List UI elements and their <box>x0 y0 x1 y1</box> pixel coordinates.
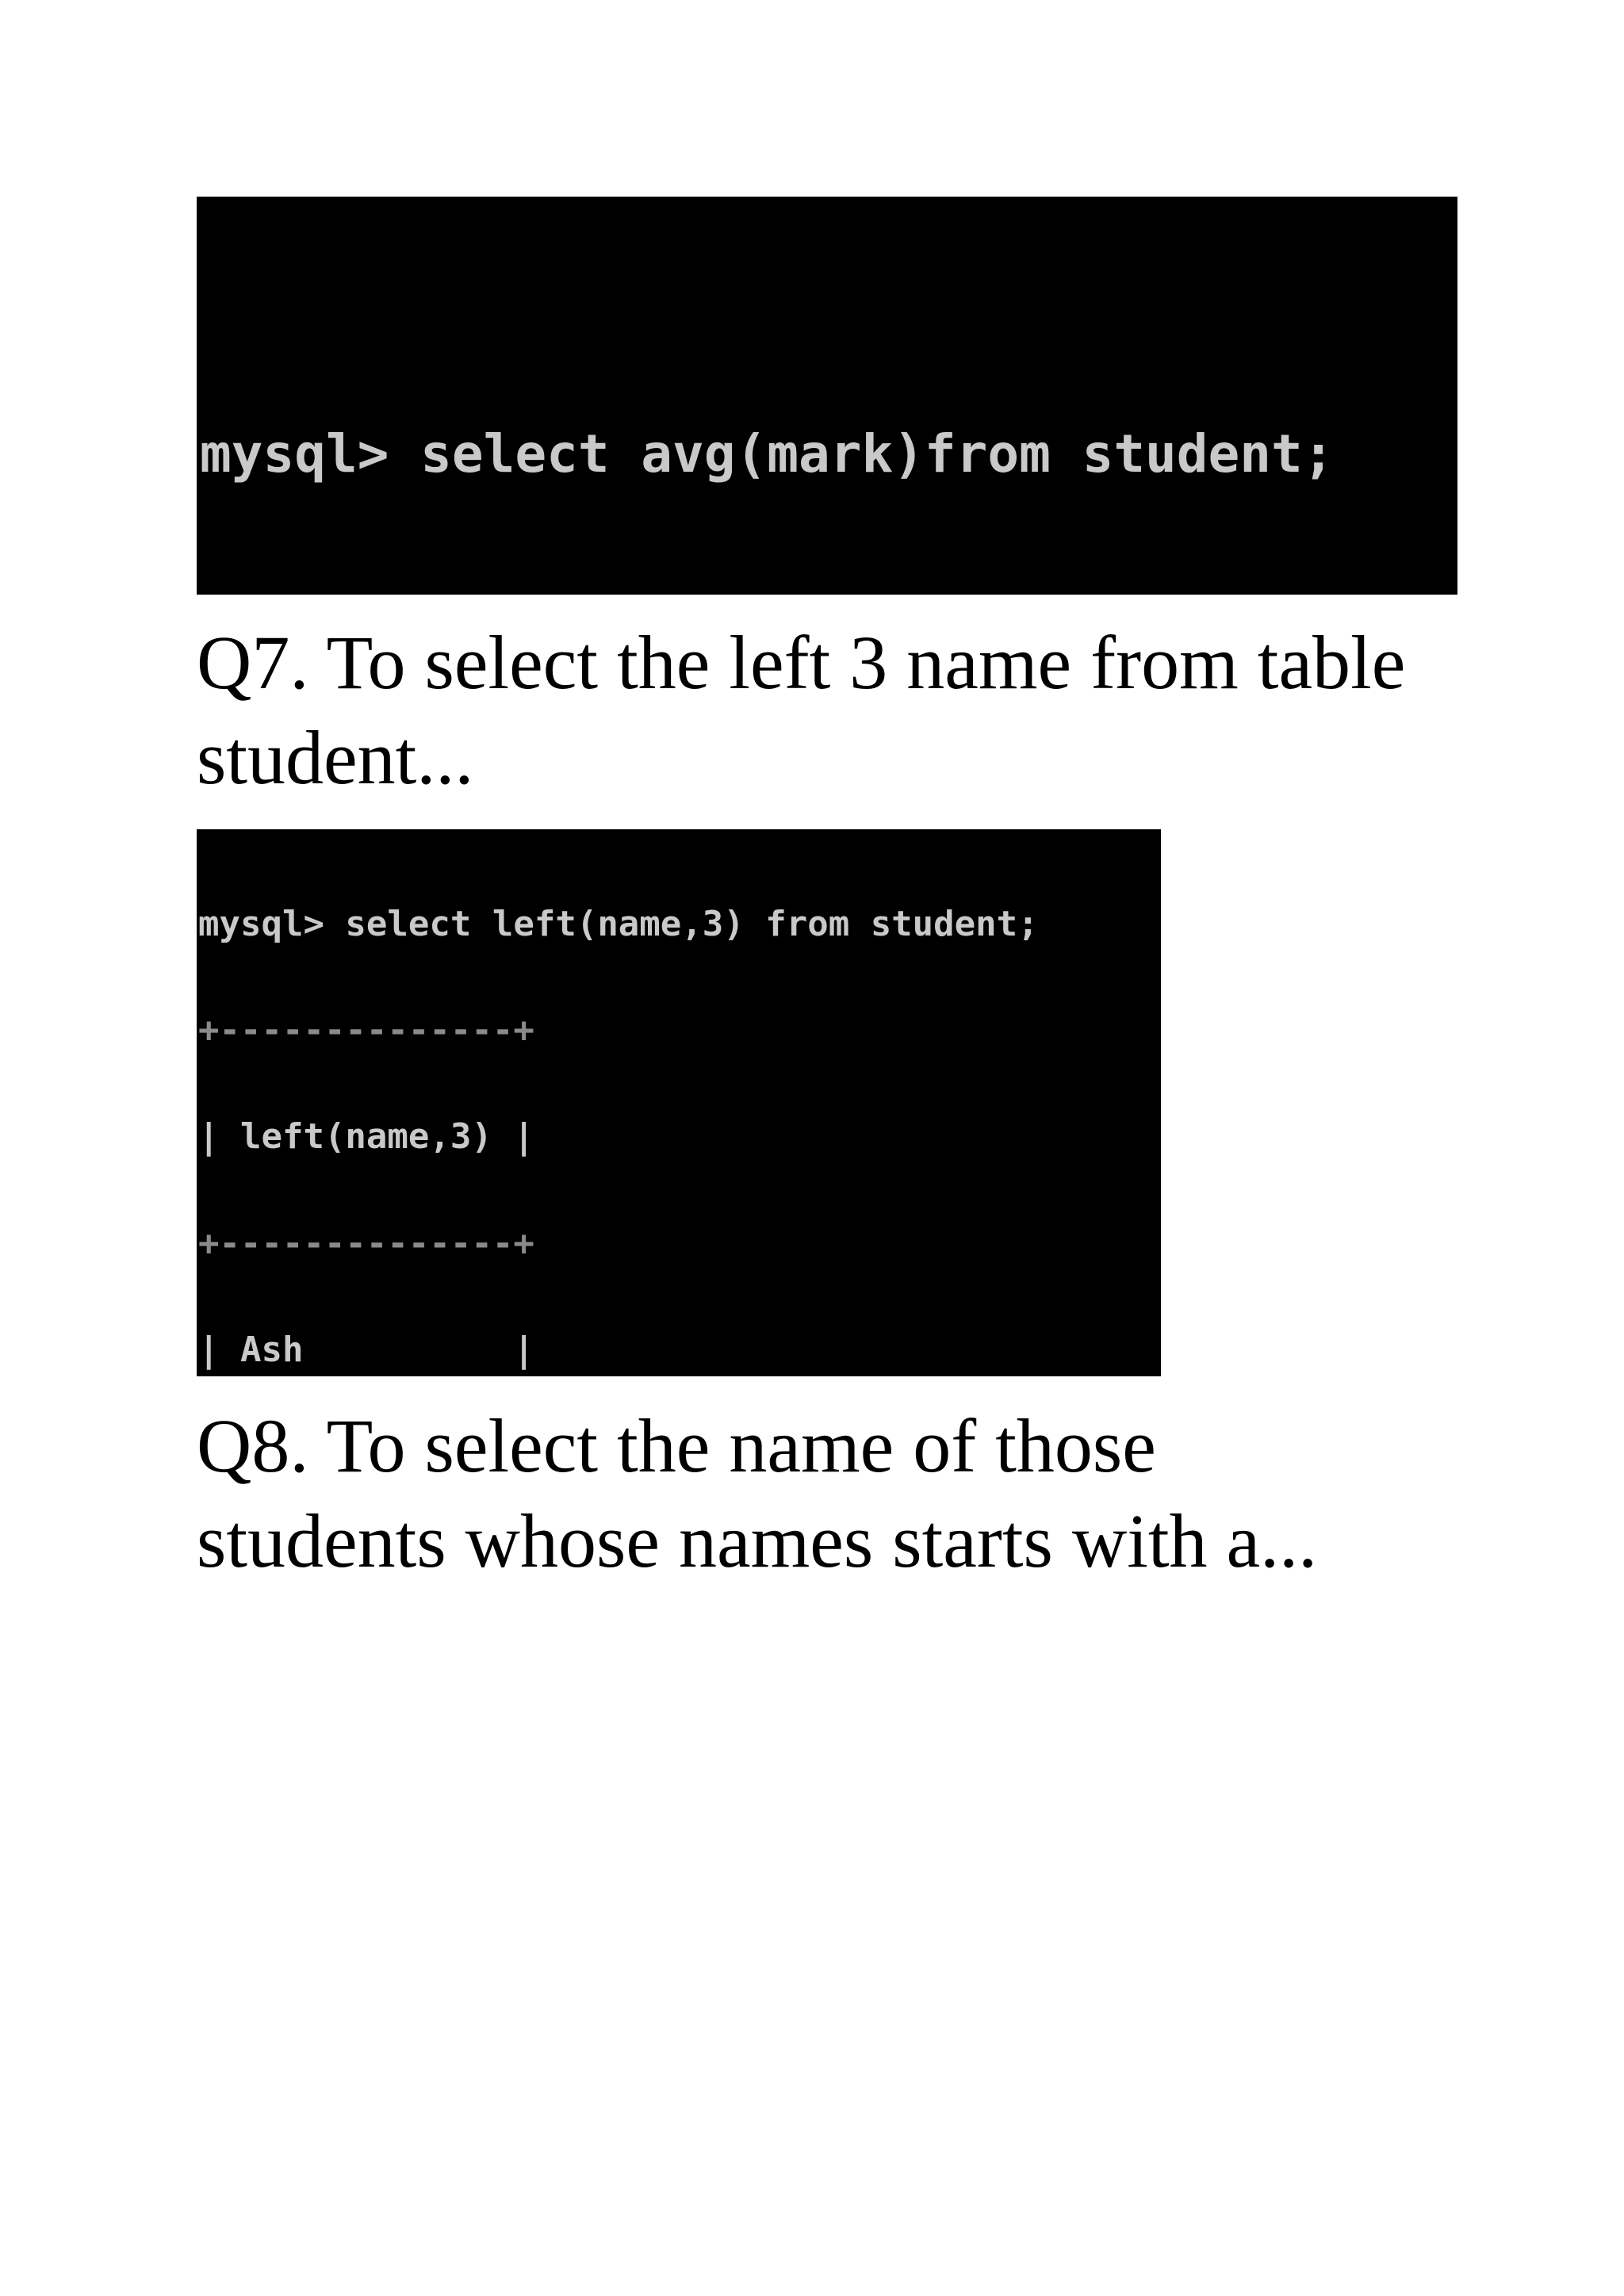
query-output-left-name <box>197 829 1161 1376</box>
query-output-avg-mark <box>197 197 1457 595</box>
table-header: | left(name,3) | <box>198 1116 534 1158</box>
question-8-line-1: Q8. To select the name of those <box>197 1403 1156 1488</box>
table-border: +--------------+ <box>198 1223 534 1264</box>
console-prompt-line: mysql> select avg(mark)from student; <box>200 423 1335 484</box>
question-8 <box>197 1399 1465 1589</box>
question-7 <box>197 615 1465 806</box>
table-border: +--------------+ <box>198 1009 534 1050</box>
console-prompt-line: mysql> select left(name,3) from student; <box>198 903 1039 944</box>
table-row: | Ash | <box>198 1330 534 1371</box>
question-7-line-2: student... <box>197 715 474 800</box>
question-8-line-2: students whose names starts with a... <box>197 1498 1318 1583</box>
question-7-line-1: Q7. To select the left 3 name from table <box>197 620 1406 705</box>
